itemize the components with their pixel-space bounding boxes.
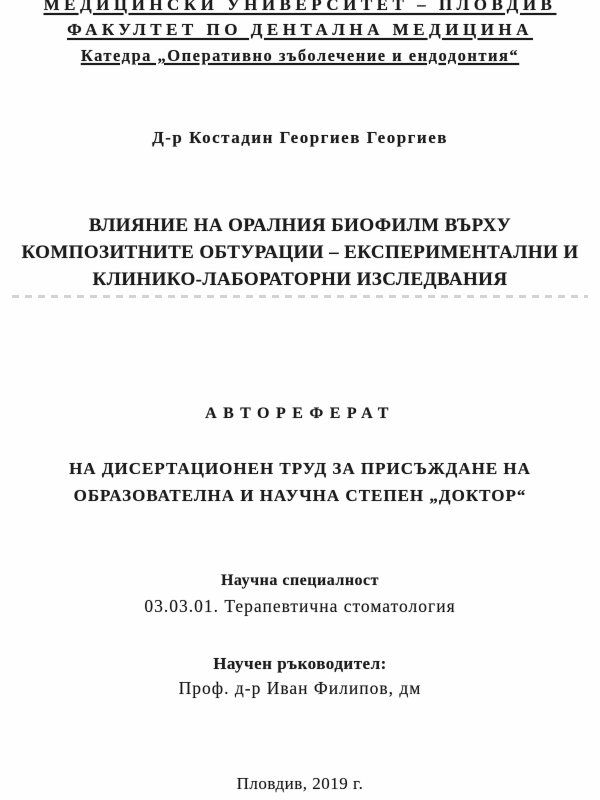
- department-name: Катедра „Оперативно зъболечение и ендодонтия“: [80, 46, 520, 65]
- supervisor-label: Научен ръководител:: [213, 654, 387, 673]
- dissertation-title-line-2: КОМПОЗИТНИТЕ ОБТУРАЦИИ – ЕКСПЕРИМЕНТАЛНИ И: [21, 242, 579, 263]
- specialty-label: Научна специалност: [220, 572, 380, 589]
- degree-statement-line-1: НА ДИСЕРТАЦИОНЕН ТРУД ЗА ПРИСЪЖДАНЕ НА: [69, 459, 531, 478]
- dissertation-title: [0, 212, 600, 293]
- dissertation-title-line-3: КЛИНИКО-ЛАБОРАТОРНИ ИЗСЛЕДВАНИЯ: [92, 269, 508, 290]
- supervisor-name: Проф. д-р Иван Филипов, дм: [178, 678, 422, 698]
- city-year-footer: Пловдив, 2019 г.: [236, 774, 364, 793]
- degree-statement-line-2: ОБРАЗОВАТЕЛНА И НАУЧНА СТЕПЕН „ДОКТОР“: [73, 486, 527, 505]
- author-name: Д-р Костадин Георгиев Георгиев: [152, 128, 448, 147]
- university-name: МЕДИЦИНСКИ УНИВЕРСИТЕТ – ПЛОВДИВ: [43, 0, 557, 14]
- scan-artifact-line: [12, 295, 588, 298]
- specialty-value: 03.03.01. Терапевтична стоматология: [144, 596, 456, 616]
- doc-type-heading: АВТОРЕФЕРАТ: [205, 405, 395, 422]
- dissertation-title-line-1: ВЛИЯНИЕ НА ОРАЛНИЯ БИОФИЛМ ВЪРХУ: [88, 215, 512, 236]
- faculty-name: ФАКУЛТЕТ ПО ДЕНТАЛНА МЕДИЦИНА: [67, 20, 533, 39]
